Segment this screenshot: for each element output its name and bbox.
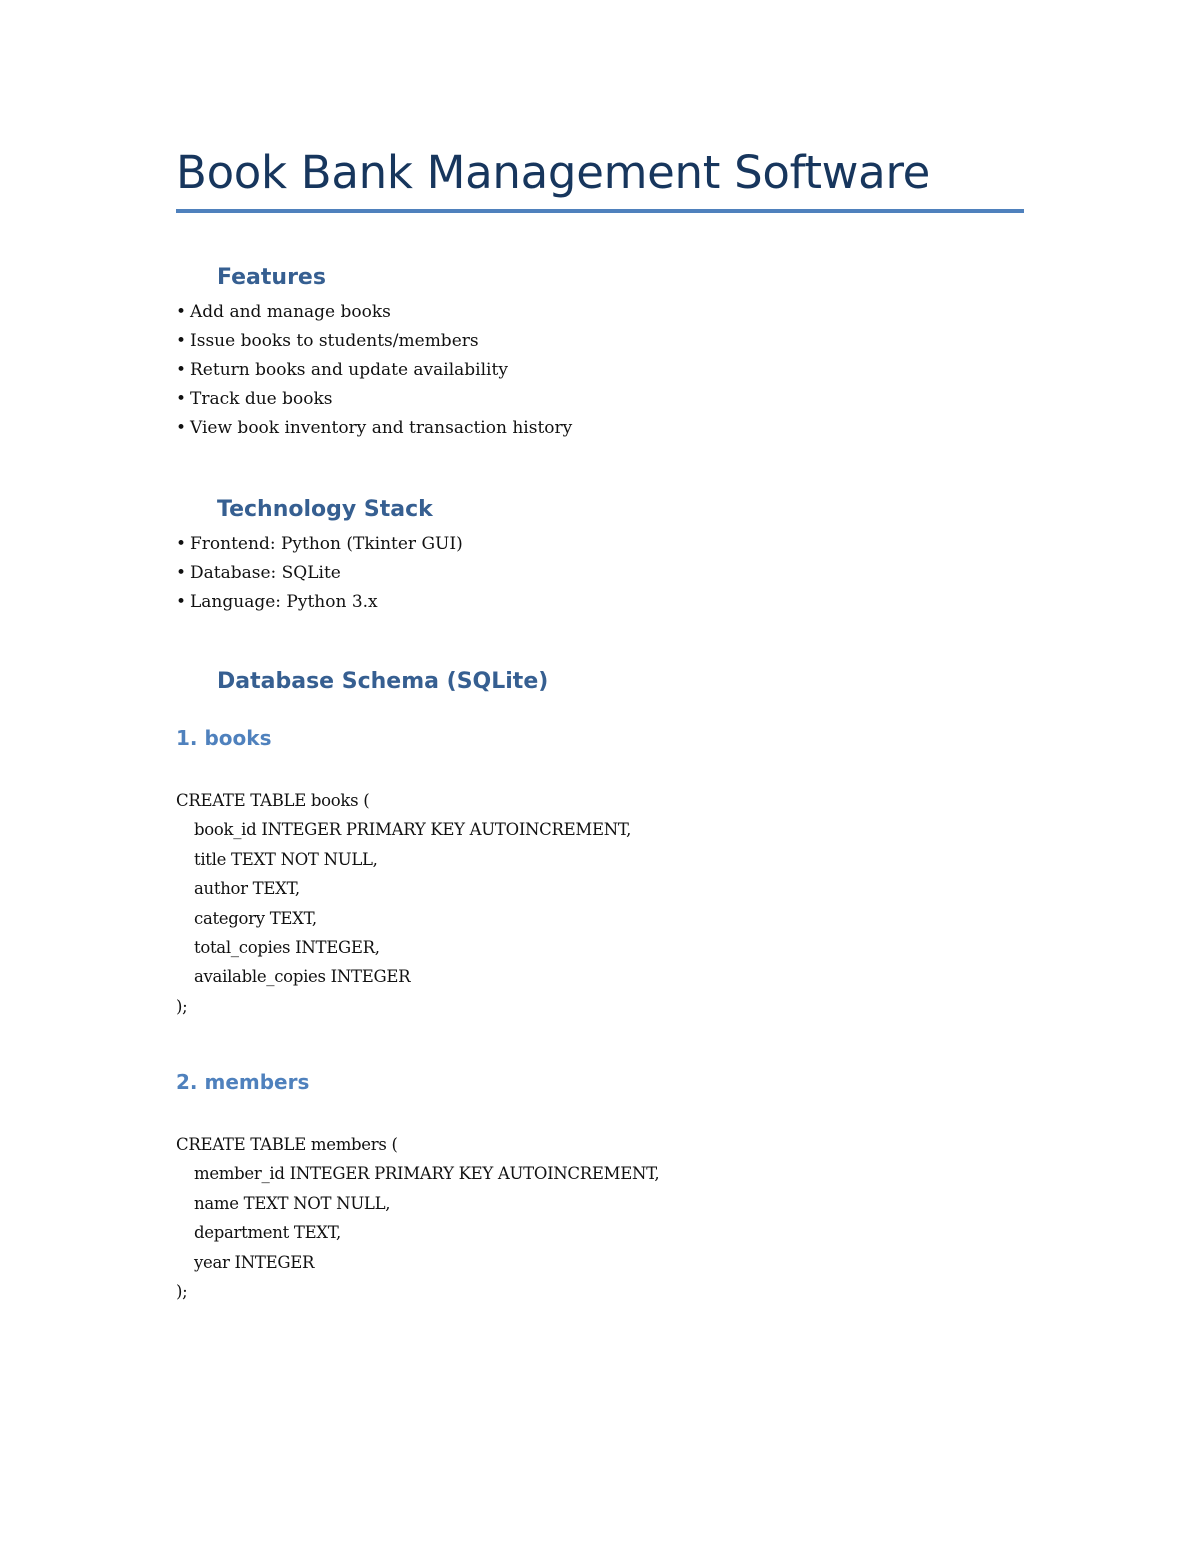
code-line: total_copies INTEGER, bbox=[194, 937, 380, 957]
bullet-icon: • bbox=[176, 418, 187, 438]
tech-stack-list bbox=[176, 530, 463, 617]
code-line: ); bbox=[176, 996, 188, 1016]
code-line: ); bbox=[176, 1281, 188, 1301]
code-line: title TEXT NOT NULL, bbox=[194, 849, 378, 869]
bullet-icon: • bbox=[176, 389, 187, 409]
bullet-icon: • bbox=[176, 563, 187, 583]
code-line: available_copies INTEGER bbox=[194, 967, 411, 987]
list-item: • Database: SQLite bbox=[176, 559, 463, 588]
list-item: • Track due books bbox=[176, 385, 572, 414]
bullet-icon: • bbox=[176, 534, 187, 554]
members-table-heading: 2. members bbox=[176, 1070, 310, 1094]
code-line: department TEXT, bbox=[194, 1223, 341, 1243]
books-create-statement bbox=[176, 786, 631, 1021]
list-item: • View book inventory and transaction history bbox=[176, 414, 572, 443]
title-underline bbox=[176, 209, 1024, 213]
features-heading: Features bbox=[217, 265, 326, 290]
document-page bbox=[176, 0, 1024, 1553]
members-create-statement bbox=[176, 1130, 659, 1306]
bullet-icon: • bbox=[176, 592, 187, 612]
code-line: CREATE TABLE members ( bbox=[176, 1135, 398, 1154]
books-table-heading: 1. books bbox=[176, 726, 272, 750]
document-title: Book Bank Management Software bbox=[176, 146, 931, 199]
code-line: author TEXT, bbox=[194, 879, 300, 899]
code-line: CREATE TABLE books ( bbox=[176, 791, 370, 810]
schema-heading: Database Schema (SQLite) bbox=[217, 669, 549, 694]
code-line: name TEXT NOT NULL, bbox=[194, 1193, 391, 1213]
tech-stack-heading: Technology Stack bbox=[217, 497, 433, 522]
code-line: category TEXT, bbox=[194, 908, 317, 928]
list-item: • Frontend: Python (Tkinter GUI) bbox=[176, 530, 463, 559]
code-line: book_id INTEGER PRIMARY KEY AUTOINCREMENT, bbox=[194, 820, 632, 840]
features-list bbox=[176, 298, 572, 443]
bullet-icon: • bbox=[176, 331, 187, 351]
code-line: year INTEGER bbox=[194, 1252, 315, 1272]
bullet-icon: • bbox=[176, 360, 187, 380]
list-item: • Return books and update availability bbox=[176, 356, 572, 385]
list-item: • Issue books to students/members bbox=[176, 327, 572, 356]
code-line: member_id INTEGER PRIMARY KEY AUTOINCREMENT, bbox=[194, 1164, 660, 1184]
list-item: • Add and manage books bbox=[176, 298, 572, 327]
bullet-icon: • bbox=[176, 302, 187, 322]
list-item: • Language: Python 3.x bbox=[176, 588, 463, 617]
